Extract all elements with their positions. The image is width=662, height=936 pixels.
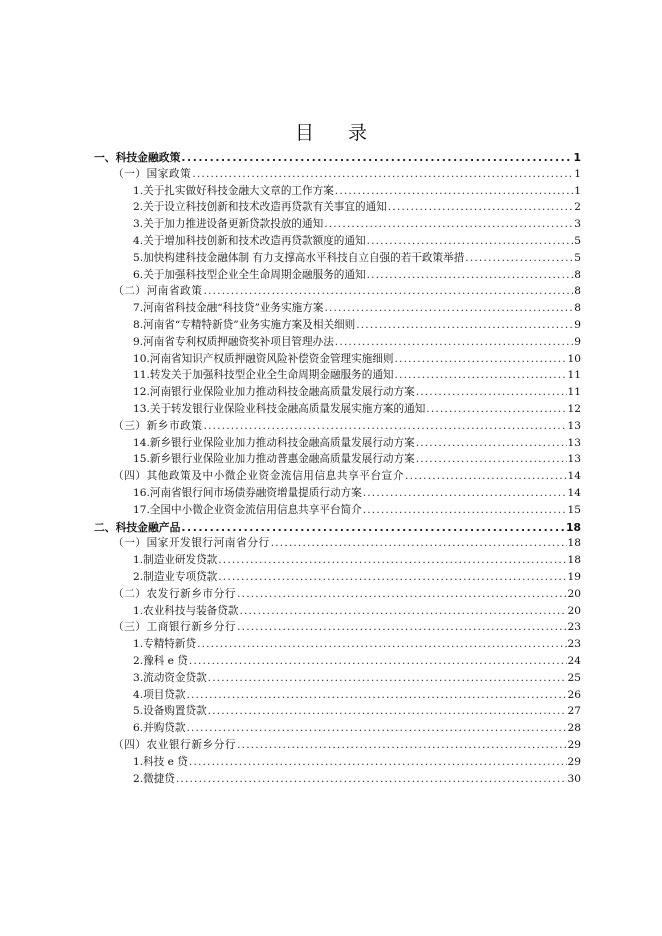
toc-entry-label: 13.关于转发银行业保险业科技金融高质量发展实施方案的通知 [133,403,426,415]
dot-leader [208,670,567,687]
dot-leader [395,367,567,384]
toc-entry-label: 4.关于增加科技创新和技术改造再贷款额度的通知 [133,235,366,247]
toc-entry[interactable] [133,233,581,250]
toc-entry-page: 26 [567,688,581,701]
toc-entry[interactable] [133,670,581,687]
toc-entry-label: 12.河南银行业保险业加力推动科技金融高质量发展行动方案 [133,386,415,399]
dot-leader [192,166,573,183]
dot-leader [176,771,567,788]
toc-entry-label: （一）国家政策 [113,167,192,180]
toc-entry-label: 1.制造业研发贷款 [133,554,218,567]
toc-entry[interactable] [133,653,581,670]
dot-leader [218,552,566,569]
toc-entry-label: 5.设备购置贷款 [133,705,207,718]
toc-entry-page: 23 [567,621,581,634]
toc-entry[interactable] [133,720,581,737]
toc-entry-page: 19 [567,571,581,583]
toc-entry-label: 11.转发关于加强科技型企业全生命周期金融服务的通知 [133,369,394,382]
toc-entry[interactable] [133,603,581,620]
toc-entry-label: （二）农发行新乡市分行 [113,587,237,600]
toc-entry-page: 18 [565,520,581,534]
toc-entry-page: 27 [567,705,581,718]
toc-entry-label: 一、科技金融政策 [94,151,181,164]
toc-entry-page: 25 [567,671,581,684]
toc-entry-page: 1 [573,151,581,164]
toc-entry-page: 5 [574,251,581,264]
dot-leader [416,384,567,401]
toc-entry-page: 9 [574,335,581,348]
dot-leader [416,435,567,452]
toc-entry-page: 13 [567,453,581,466]
toc-entry-label: 1.农业科技与装备贷款 [133,604,239,617]
toc-entry-label: 14.新乡银行业保险业加力推动科技金融高质量发展行动方案 [133,436,415,449]
dot-leader [189,754,567,771]
toc-entry-page: 29 [567,755,581,768]
toc-entry[interactable] [133,435,581,452]
toc-entry-page: 30 [567,772,581,785]
dot-leader [363,485,567,502]
toc-entry-label: （一）国家开发银行河南省分行 [113,537,270,550]
toc-entry-page: 24 [567,655,581,667]
toc-entry[interactable] [133,317,581,334]
dot-leader [465,250,573,267]
dot-leader [218,569,566,586]
toc-entry[interactable] [133,771,581,788]
dot-leader [426,401,566,418]
toc-entry[interactable] [113,283,581,300]
dot-leader [181,149,572,166]
toc-entry-page: 18 [567,537,581,550]
toc-entry-label: 7.河南省科技金融“科技贷”业务实施方案 [133,302,324,315]
toc-entry[interactable] [133,502,581,519]
toc-entry-page: 8 [574,285,581,298]
toc-entry-page: 9 [574,319,581,331]
toc-entry-label: 2.豫科 e 贷 [133,655,188,667]
toc-entry-page: 18 [567,554,581,567]
dot-leader [367,233,574,250]
dot-leader [416,451,567,468]
toc-entry-label: （二）河南省政策 [113,285,203,298]
toc-entry-page: 28 [567,722,581,735]
toc-entry-page: 1 [574,167,581,180]
toc-entry[interactable] [133,334,581,351]
dot-leader [395,351,567,368]
toc-entry[interactable] [94,149,581,166]
page-title: 目 录 [294,122,382,144]
toc-entry-page: 20 [567,587,581,600]
toc-entry-label: 15.新乡银行业保险业加力推动普惠金融高质量发展行动方案 [133,453,415,466]
toc-entry[interactable] [133,552,581,569]
dot-leader [388,199,573,216]
dot-leader [237,737,566,754]
toc-entry[interactable] [94,519,581,536]
toc-entry[interactable] [133,367,581,384]
toc-entry-page: 14 [567,470,581,483]
dot-leader [324,300,573,317]
toc-entry[interactable] [133,703,581,720]
toc-entry-label: 1.科技 e 贷 [133,755,188,768]
dot-leader [204,418,567,435]
toc-entry-label: 9.河南省专利权质押融资奖补项目管理办法 [133,335,334,348]
toc-entry[interactable] [133,687,581,704]
toc-entry-page: 10 [567,352,581,365]
toc-entry-label: 8.河南省“专精特新贷”业务实施方案及相关细则 [133,319,356,331]
dot-leader [367,267,574,284]
toc-entry-page: 8 [574,268,581,281]
toc-entry[interactable] [113,418,581,435]
toc-entry-label: 4.项目贷款 [133,688,186,701]
toc-entry-page: 29 [567,739,581,751]
toc-entry-label: 3.关于加力推进设备更新贷款投放的通知 [133,218,324,231]
toc-entry-page: 15 [567,503,581,516]
toc-entry-page: 14 [567,487,581,499]
toc-entry-label: （四）农业银行新乡分行 [113,739,237,751]
toc-entry-label: 16.河南省银行间市场债券融资增量提质行动方案 [133,487,362,499]
toc-entry[interactable] [113,166,581,183]
dot-leader [208,703,567,720]
toc-entry[interactable] [133,569,581,586]
toc-entry-label: 17.全国中小微企业资金流信用信息共享平台简介 [133,503,362,516]
toc-entry[interactable] [113,737,581,754]
toc-entry-page: 13 [567,436,581,449]
toc-entry-label: 2.微捷贷 [133,772,175,785]
toc-entry-page: 23 [567,638,581,651]
toc-entry[interactable] [113,619,581,636]
dot-leader [186,687,566,704]
dot-leader [181,519,565,536]
toc-entry-label: （四）其他政策及中小微企业资金流信用信息共享平台宣介 [113,470,405,483]
toc-entry-page: 12 [567,403,581,415]
dot-leader [204,283,574,300]
toc-entry-page: 8 [574,302,581,315]
dot-leader [335,334,573,351]
toc-entry-page: 1 [574,184,581,197]
dot-leader [335,183,573,200]
toc-entry-page: 3 [574,218,581,231]
toc-entry-page: 20 [567,604,581,617]
dot-leader [239,603,566,620]
toc-entry-label: 10.河南省知识产权质押融资风险补偿资金管理实施细则 [133,352,394,365]
toc-entry[interactable] [133,384,581,401]
toc-entry-label: 1.关于扎实做好科技金融大文章的工作方案 [133,184,334,197]
dot-leader [189,653,567,670]
toc-entry-page: 11 [567,386,581,399]
dot-leader [197,636,566,653]
toc-entry[interactable] [133,754,581,771]
toc-entry-label: 6.关于加强科技型企业全生命周期金融服务的通知 [133,268,366,281]
toc-entry[interactable] [133,401,581,418]
toc-entry-page: 11 [567,369,581,382]
toc-entry-label: 二、科技金融产品 [94,520,181,534]
toc-entry-page: 5 [574,235,581,247]
dot-leader [237,619,566,636]
toc-entry-label: 3.流动资金贷款 [133,671,207,684]
toc-entry-label: （三）工商银行新乡分行 [113,621,237,634]
toc-entry-label: （三）新乡市政策 [113,419,203,432]
toc-entry[interactable] [133,216,581,233]
toc-entry[interactable] [113,468,581,485]
toc-entry-label: 1.专精特新贷 [133,638,197,651]
toc-entry[interactable] [133,250,581,267]
toc-entry[interactable] [133,183,581,200]
toc-entry[interactable] [133,451,581,468]
toc-entry-label: 2.制造业专项贷款 [133,571,218,583]
toc-entry-label: 5.加快构建科技金融体制 有力支撑高水平科技自立自强的若干政策举措 [133,251,465,264]
dot-leader [237,586,566,603]
toc-entry[interactable] [133,199,581,216]
toc-entry-page: 13 [567,419,581,432]
dot-leader [186,720,566,737]
toc-entry[interactable] [113,586,581,603]
toc-entry[interactable] [133,351,581,368]
dot-leader [356,317,573,334]
toc-entry[interactable] [113,535,581,552]
toc-entry[interactable] [133,485,581,502]
dot-leader [324,216,573,233]
dot-leader [363,502,567,519]
dot-leader [405,468,566,485]
toc-entry[interactable] [133,267,581,284]
toc-entry[interactable] [133,636,581,653]
toc-entry-page: 2 [574,201,581,214]
toc-entry-label: 6.并购贷款 [133,722,186,735]
dot-leader [271,535,567,552]
toc-entry-label: 2.关于设立科技创新和技术改造再贷款有关事宜的通知 [133,201,387,214]
toc-entry[interactable] [133,300,581,317]
